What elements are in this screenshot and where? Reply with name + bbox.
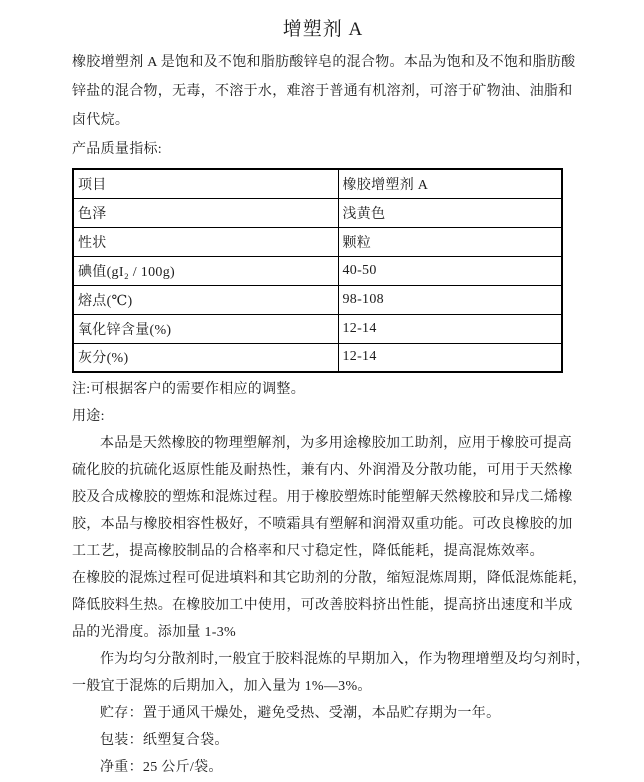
spec-row [73,285,562,314]
spec-label-cell: 色泽 [73,198,338,227]
usage-line: 在橡胶的混炼过程可促进填料和其它助剂的分散，缩短混炼周期，降低混炼能耗， [72,571,587,586]
spec-label-cell: 性状 [73,227,338,256]
spec-value-cell: 40-50 [338,256,562,285]
spec-label-cell: 项目 [73,169,338,198]
quality-spec-table [72,168,563,373]
table-note: 注:可根据客户的需要作相应的调整。 [72,382,305,397]
spec-row [73,198,562,227]
usage-line: 本品是天然橡胶的物理塑解剂，为多用途橡胶加工助剂，应用于橡胶可提高 [100,436,572,451]
usage-line: 一般宜于混炼的后期加入，加入量为 1%—3%。 [72,679,372,694]
spec-value-cell: 橡胶增塑剂 A [338,169,562,198]
usage-line: 降低胶料生热。在橡胶加工中使用，可改善胶料挤出性能，提高挤出速度和半成 [72,598,573,613]
spec-row [73,169,562,198]
page-title: 增塑剂 A [282,19,364,40]
spec-row [73,314,562,343]
intro-paragraph [72,48,574,135]
usage-line: 作为均匀分散剂时,一般宜于胶料混炼的早期加入，作为物理增塑及均匀剂时， [100,652,590,667]
spec-value-cell: 浅黄色 [338,198,562,227]
spec-row [73,227,562,256]
spec-label-cell: 氧化锌含量(%) [73,314,338,343]
net-weight-line: 净重：25 公斤/袋。 [100,760,223,775]
spec-row [73,343,562,372]
spec-label-cell: 熔点(℃) [73,285,338,314]
usage-line: 工工艺，提高橡胶制品的合格率和尺寸稳定性，降低能耗，提高混炼效率。 [72,544,544,559]
usage-line: 硫化胶的抗硫化返原性能及耐热性，兼有内、外润滑及分散功能，可用于天然橡 [72,463,573,478]
usage-line: 胶及合成橡胶的塑炼和混炼过程。用于橡胶塑炼时能塑解天然橡胶和异戊二烯橡 [72,490,573,505]
spec-value-cell: 颗粒 [338,227,562,256]
usage-heading: 用途: [72,409,105,424]
intro-line: 橡胶增塑剂 A 是饱和及不饱和脂肪酸锌皂的混合物。本品为饱和及不饱和脂肪酸 [72,55,576,70]
storage-line: 贮存：置于通风干燥处，避免受热、受潮，本品贮存期为一年。 [100,706,501,721]
usage-line: 品的光滑度。添加量 1-3% [72,625,237,640]
intro-line: 锌盐的混合物，无毒，不溶于水，难溶于普通有机溶剂，可溶于矿物油、油脂和 [72,84,573,99]
usage-line: 胶，本品与橡胶相容性极好，不喷霜具有塑解和润滑双重功能。可改良橡胶的加 [72,517,573,532]
spec-label-cell: 碘值(gI₂ / 100g) [73,256,338,285]
spec-value-cell: 12-14 [338,343,562,372]
spec-value-cell: 98-108 [338,285,562,314]
spec-value-cell: 12-14 [338,314,562,343]
intro-line: 卤代烷。 [72,113,130,128]
quality-heading: 产品质量指标: [72,142,162,157]
usage-paragraph [72,430,590,700]
spec-row [73,256,562,285]
spec-label-cell: 灰分(%) [73,343,338,372]
packaging-line: 包装：纸塑复合袋。 [100,733,229,748]
